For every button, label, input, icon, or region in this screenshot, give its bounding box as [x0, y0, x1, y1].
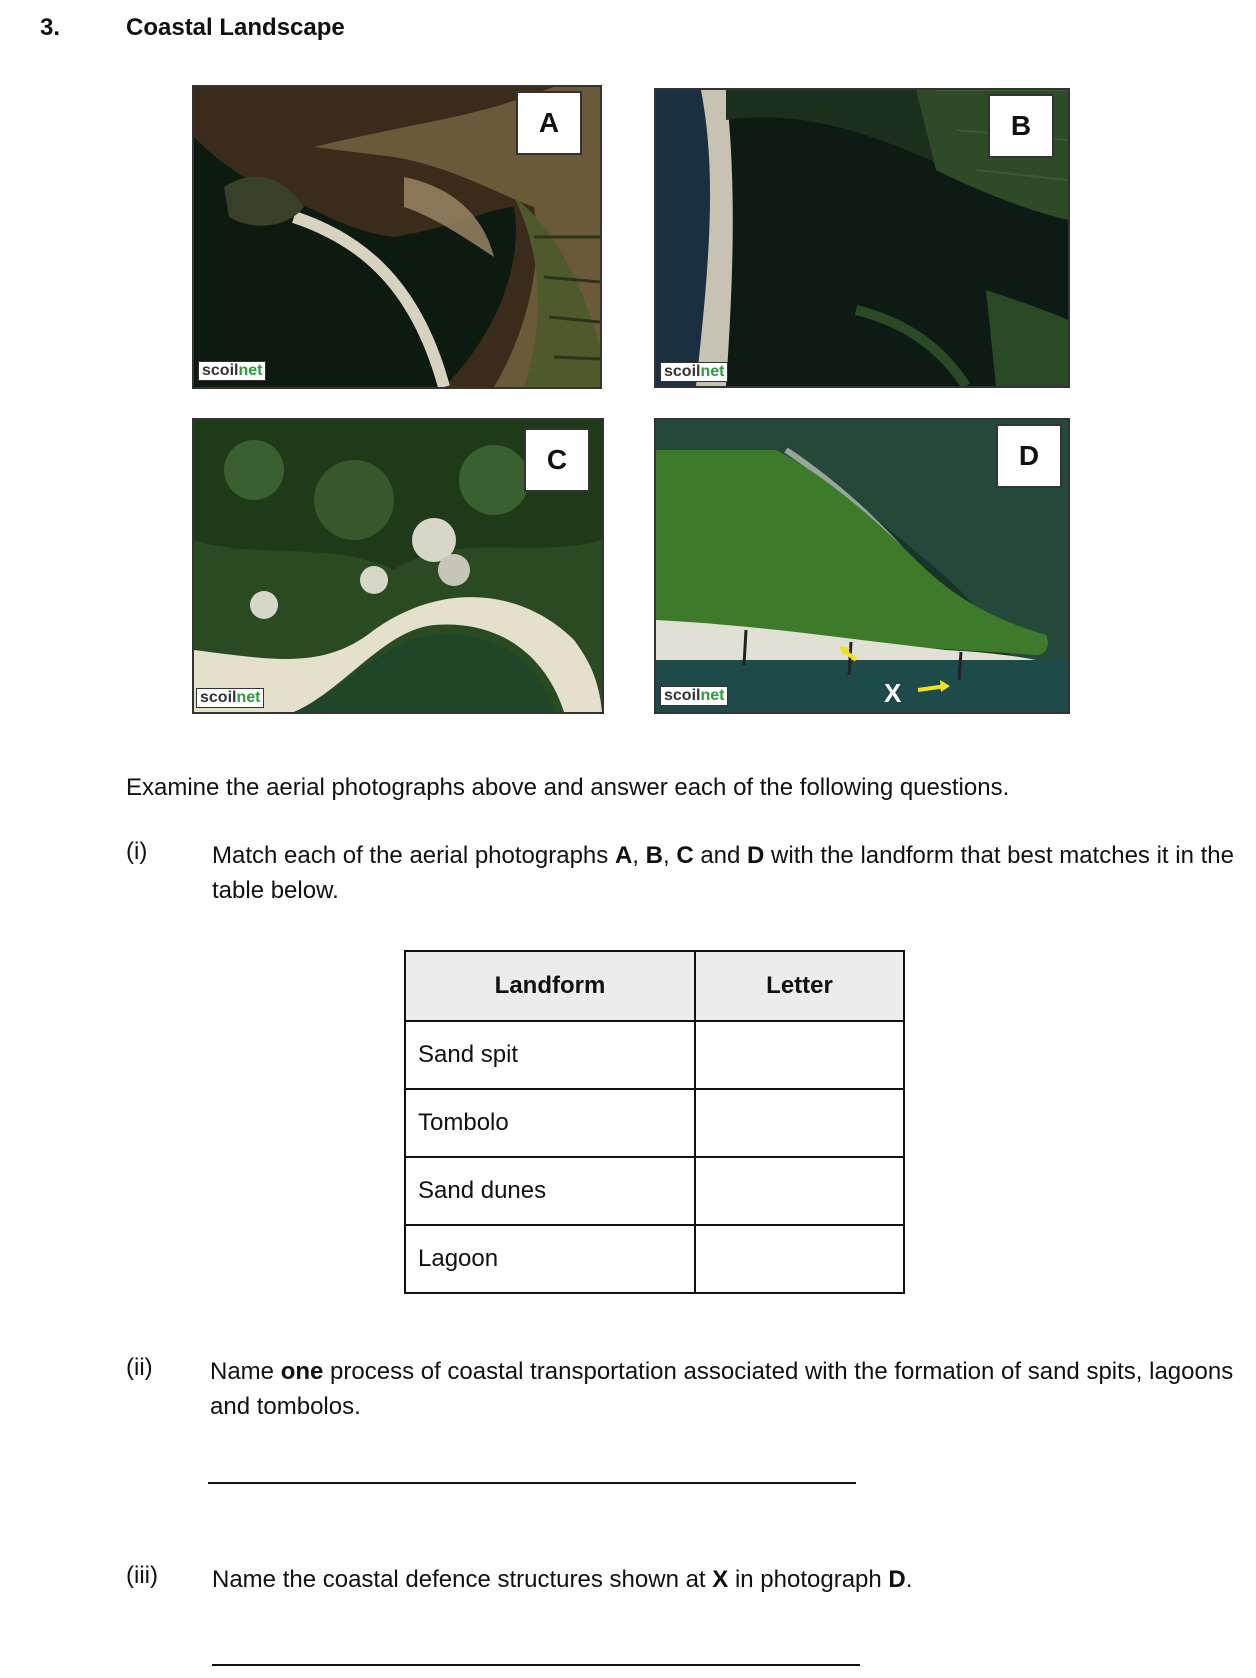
letter-answer-cell[interactable] — [695, 1089, 904, 1157]
scoilnet-watermark: scoilnet — [198, 361, 266, 381]
part-i-text: Match each of the aerial photographs A, B, C and D with the landform that best matches it in the table below. — [212, 842, 1234, 904]
question-title: Coastal Landscape — [126, 14, 345, 41]
table-row — [405, 1157, 904, 1225]
table-row — [405, 1089, 904, 1157]
scoilnet-watermark: scoilnet — [660, 362, 728, 382]
answer-line-ii[interactable] — [208, 1482, 856, 1484]
photo-label-a: A — [516, 91, 582, 155]
part-iii-number: (iii) — [126, 1562, 158, 1589]
landform-cell: Sand spit — [405, 1021, 695, 1089]
header-letter: Letter — [695, 951, 904, 1021]
landform-cell: Lagoon — [405, 1225, 695, 1293]
photo-label-b: B — [988, 94, 1054, 158]
marker-x: X — [884, 678, 902, 708]
answer-line-iii[interactable] — [212, 1664, 860, 1666]
photo-d — [654, 418, 1070, 714]
letter-answer-cell[interactable] — [695, 1225, 904, 1293]
landform-table — [404, 950, 905, 1294]
table-row — [405, 1225, 904, 1293]
landform-cell: Sand dunes — [405, 1157, 695, 1225]
part-i-number: (i) — [126, 838, 148, 865]
scoilnet-watermark: scoilnet — [660, 686, 728, 706]
photo-label-d: D — [996, 424, 1062, 488]
part-ii-number: (ii) — [126, 1354, 153, 1381]
letter-answer-cell[interactable] — [695, 1157, 904, 1225]
question-number: 3. — [40, 14, 61, 41]
landform-cell: Tombolo — [405, 1089, 695, 1157]
photo-label-c: C — [524, 428, 590, 492]
letter-answer-cell[interactable] — [695, 1021, 904, 1089]
part-iii-text: Name the coastal defence structures shown at X in photograph D. — [212, 1566, 913, 1593]
table-header-row — [405, 951, 904, 1021]
photo-b — [654, 88, 1070, 388]
photo-a — [192, 85, 602, 389]
part-ii-text: Name one process of coastal transportation associated with the formation of sand spits, lagoons and tombolos. — [210, 1358, 1234, 1420]
instructions: Examine the aerial photographs above and answer each of the following questions. — [126, 774, 1010, 801]
scoilnet-watermark: scoilnet — [196, 688, 264, 708]
header-landform: Landform — [405, 951, 695, 1021]
photo-c — [192, 418, 604, 714]
table-row — [405, 1021, 904, 1089]
